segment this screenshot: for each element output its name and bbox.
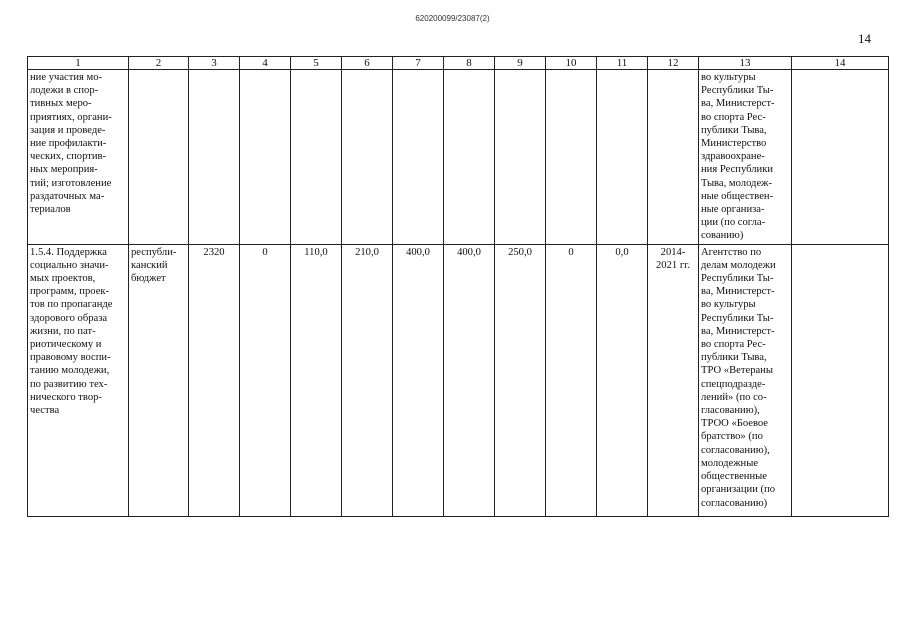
cell-text-line: ние участия мо- [30,72,103,83]
table-row [28,244,889,516]
cell-text-line: тов по пропаганде [30,299,113,311]
value-cell [189,70,240,245]
cell-text-line: ческих, спортив- [30,151,107,163]
cell-text-line: ние профилакти- [30,138,107,150]
value-cell: 0 [546,244,597,516]
value-cell: 110,0 [291,244,342,516]
value-cell [597,70,648,245]
value-cell [240,70,291,245]
column-number: 12 [648,57,699,70]
cell-text-line: Министерство [701,138,767,150]
column-number: 9 [495,57,546,70]
cell-text-line: здорового образа [30,312,108,324]
column-number: 3 [189,57,240,70]
cell-text-line: социально значи- [30,259,109,271]
cell-text-line: ва, Министерст- [701,286,775,298]
column-number: 14 [792,57,889,70]
column-number: 11 [597,57,648,70]
cell-text-line: публики Тыва, [701,124,767,136]
program-table [27,56,889,517]
document-id: 620200099/23087(2) [415,14,490,23]
cell-text-line: лодежи в спор- [30,85,99,97]
cell-text-line: ва, Министерст- [701,98,775,110]
column-number: 5 [291,57,342,70]
cell-text-line: делам молодежи [701,259,776,271]
value-cell: 2320 [189,244,240,516]
cell-text-line: во культуры [701,72,756,83]
result-cell [792,70,889,245]
cell-text-line: во культуры [701,299,756,311]
column-number: 6 [342,57,393,70]
cell-text-line: териалов [30,204,71,216]
cell-text-line: 2021 гг. [656,259,690,271]
cell-text-line: республи- [131,246,177,258]
cell-text-line: ции (по согла- [701,217,766,229]
value-cell: 400,0 [393,244,444,516]
cell-text-line: спецподразде- [701,378,766,390]
column-number: 13 [699,57,792,70]
column-number: 2 [129,57,189,70]
cell-text-line: программ, проек- [30,286,110,298]
cell-text-line: согласованию) [701,497,768,509]
cell-text-line: лений» (по со- [701,391,767,403]
cell-text-line: ные организа- [701,204,765,216]
funding-source-cell [129,70,189,245]
cell-text-line: зация и проведе- [30,124,106,136]
cell-text-line: публики Тыва, [701,352,767,364]
value-cell: 250,0 [495,244,546,516]
period-cell [648,244,699,516]
cell-text-line: риотическому и [30,339,102,351]
cell-text-line: гласованию), [701,405,760,417]
cell-text-line: согласованию), [701,444,770,456]
page-number: 14 [858,31,871,46]
cell-text-line: Тыва, молодеж- [701,177,773,189]
cell-text-line: ТРО «Ветераны [701,365,773,377]
cell-text-line: общественные [701,471,767,483]
cell-text-line: правовому воспи- [30,352,111,364]
value-cell [495,70,546,245]
cell-text-line: канский [131,259,168,271]
cell-text-line: здравоохране- [701,151,765,163]
cell-text-line: мых проектов, [30,273,96,285]
cell-text-line: 1.5.4. Поддержка [30,246,107,258]
executors-cell [699,244,792,516]
cell-text-line: тивных меро- [30,98,92,110]
cell-text-line: нического твор- [30,391,102,403]
executors-cell [699,70,792,245]
cell-text-line: по развитию тех- [30,378,108,390]
cell-text-line: ные обществен- [701,190,774,202]
cell-text-line: молодежные [701,457,759,469]
cell-text-line: Республики Ты- [701,85,774,97]
value-cell [393,70,444,245]
column-number: 8 [444,57,495,70]
column-number: 10 [546,57,597,70]
table-row [28,70,889,245]
cell-text-line: чества [30,405,60,417]
column-number: 1 [28,57,129,70]
cell-text-line: ТРОО «Боевое [701,418,769,430]
funding-source-cell [129,244,189,516]
column-number: 4 [240,57,291,70]
cell-text-line: Республики Ты- [701,273,774,285]
cell-text-line: во спорта Рес- [701,111,766,123]
cell-text-line: танию молодежи, [30,365,110,377]
cell-text-line: 2014- [660,246,686,258]
cell-text-line: ных мероприя- [30,164,98,176]
cell-text-line: жизни, по пат- [30,325,96,337]
value-cell: 0 [240,244,291,516]
value-cell [342,70,393,245]
cell-text-line: тий; изготовление [30,177,112,189]
cell-text-line: во спорта Рес- [701,339,766,351]
activity-name-cell [28,70,129,245]
value-cell: 210,0 [342,244,393,516]
cell-text-line: организации (по [701,484,776,496]
value-cell [546,70,597,245]
cell-text-line: ва, Министерст- [701,325,775,337]
column-number-row [28,57,889,70]
value-cell [444,70,495,245]
period-cell [648,70,699,245]
cell-text-line: Республики Ты- [701,312,774,324]
column-number: 7 [393,57,444,70]
result-cell [792,244,889,516]
cell-text-line: Агентство по [701,246,762,258]
cell-text-line: ния Республики [701,164,774,176]
cell-text-line: сованию) [701,230,744,242]
cell-text-line: приятиях, органи- [30,111,112,123]
cell-text-line: бюджет [131,273,166,285]
value-cell: 0,0 [597,244,648,516]
cell-text-line: братство» (по [701,431,763,443]
value-cell: 400,0 [444,244,495,516]
cell-text-line: раздаточных ма- [30,190,105,202]
activity-name-cell [28,244,129,516]
value-cell [291,70,342,245]
